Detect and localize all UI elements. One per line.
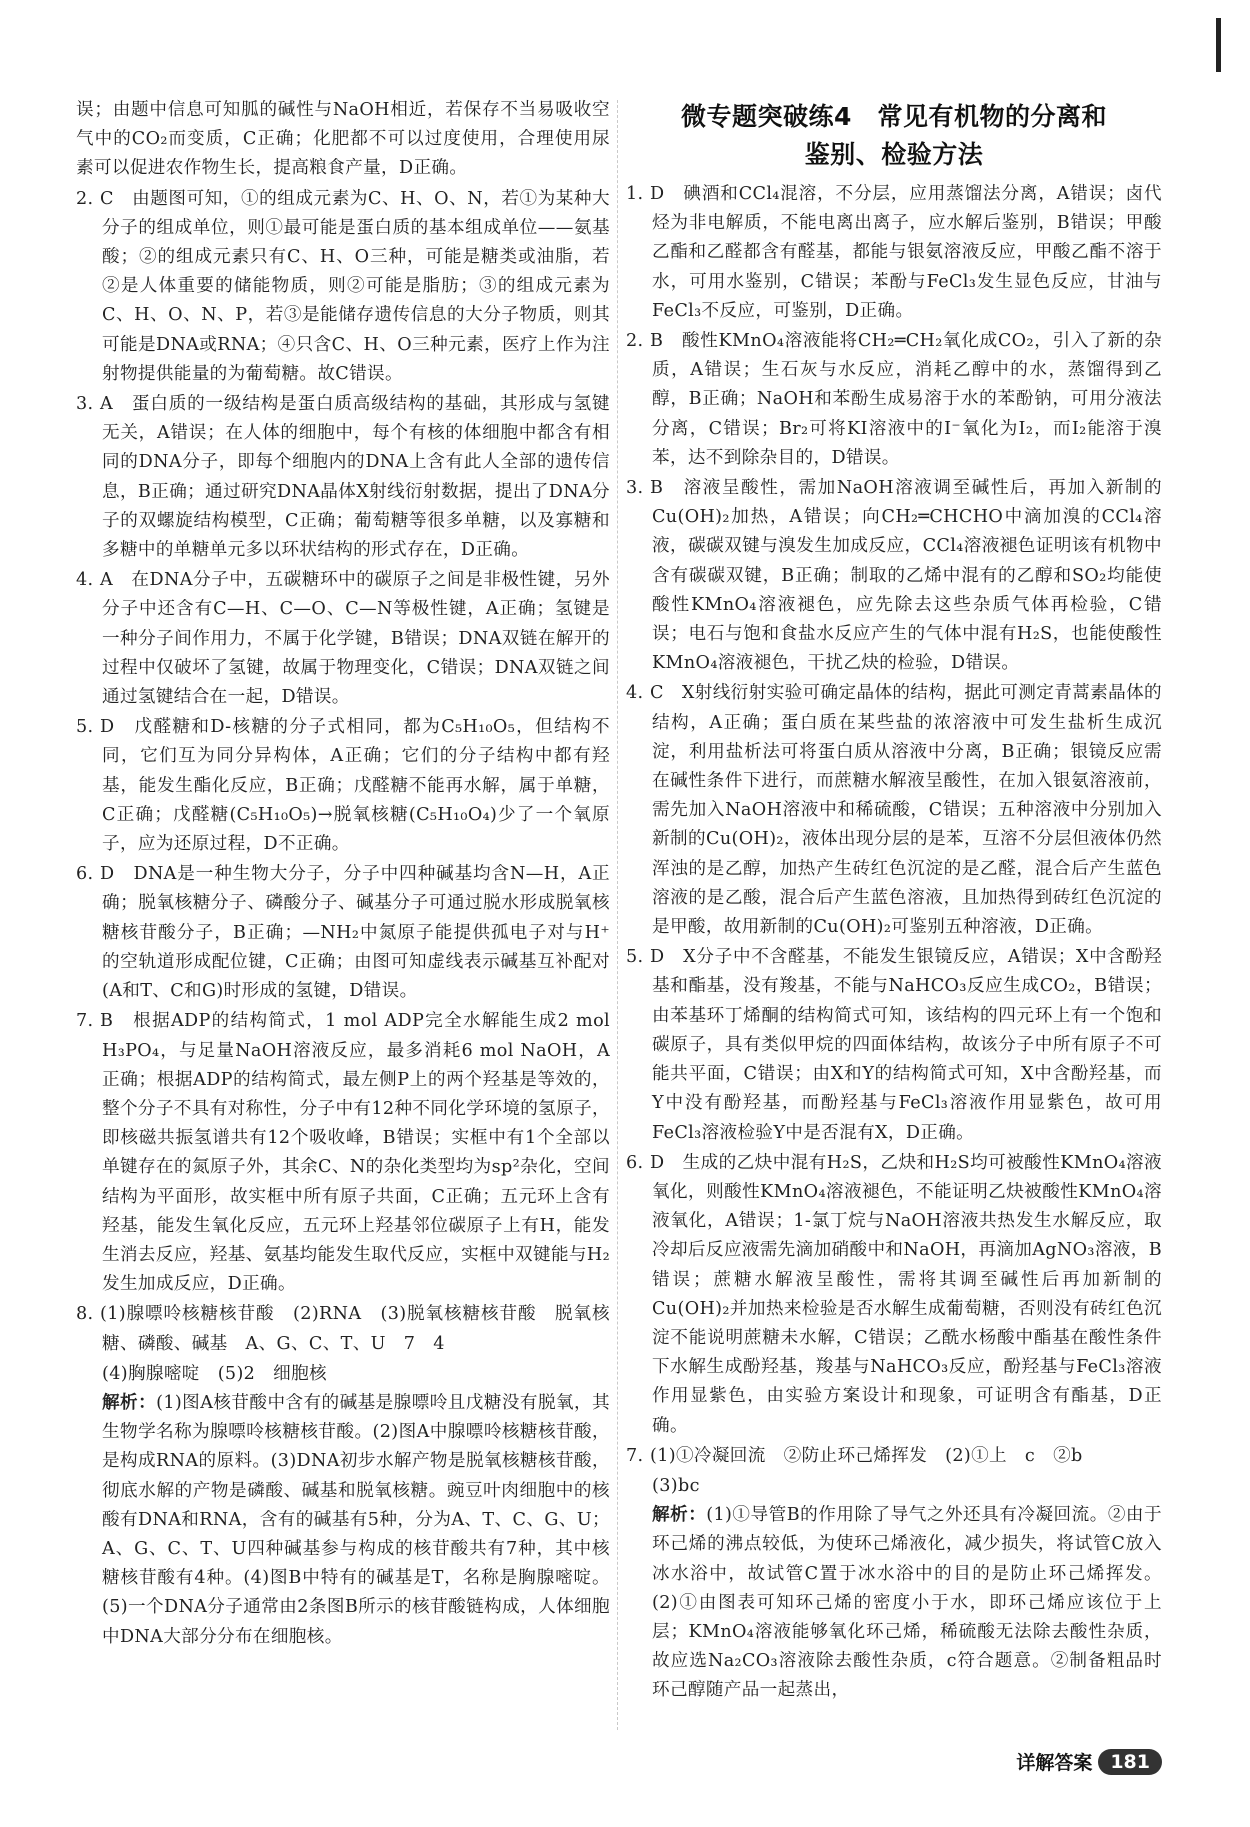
- answer-text: D X分子中不含醛基，不能发生银镜反应，A错误；X中含酚羟基和酯基，没有羧基，不能与NaHCO₃反应生成CO₂，B错误；由苯基环丁烯酮的结构简式可知，该结构的四元环上有一个饱和碳原子，具有类似甲烷的四面体结构，故该分子中所有原子不可能共平面，C错误；由X和Y的结构简式可知，X中含酚羟基，而Y中没有酚羟基，而酚羟基与FeCl₃溶液作用显紫色，故可用FeCl₃溶液检验Y中是否混有X，D正确。: [650, 947, 1162, 1143]
- answer-text: B 酸性KMnO₄溶液能将CH₂═CH₂氧化成CO₂，引入了新的杂质，A错误；生石灰与水反应，消耗乙醇中的水，蒸馏得到乙醇，B正确；NaOH和苯酚生成易溶于水的苯酚钠，可用分液法分离，C错误；Br₂可将KI溶液中的I⁻氧化为I₂，而I₂能溶于溴苯，达不到除杂目的，D错误。: [650, 331, 1162, 468]
- answer-item: [76, 1300, 610, 1358]
- section-title-line-2: 鉴别、检验方法: [804, 140, 984, 169]
- answer-number: 4.: [626, 683, 644, 704]
- answer-item: [76, 713, 610, 859]
- answer-text: B 根据ADP的结构简式，1 mol ADP完全水解能生成2 mol H₃PO₄，与足量NaOH溶液反应，最多消耗6 mol NaOH，A正确；根据ADP的结构简式，最左侧P上的两个羟基是等效的，整个分子不具有对称性，分子中有12种不同化学环境的氢原子，即核磁共振氢谱共有12个吸收峰，B错误；实框中有1个全部以单键存在的氮原子外，其余C、N的杂化类型均为sp²杂化，空间结构为平面形，故实框中所有原子共面，C正确；五元环上含有羟基，能发生氧化反应，五元环上羟基邻位碳原子上有H，能发生消去反应，羟基、氨基均能发生取代反应，实框中双键能与H₂发生加成反应，D正确。: [100, 1011, 610, 1295]
- answer-number: 2.: [626, 331, 644, 352]
- continued-paragraph: 误；由题中信息可知胍的碱性与NaOH相近，若保存不当易吸收空气中的CO₂而变质，C正确；化肥都不可以过度使用，合理使用尿素可以促进农作物生长，提高粮食产量，D正确。: [76, 100, 610, 179]
- answer-item: [626, 327, 1162, 473]
- section-title-line-1: 微专题突破练4 常见有机物的分离和: [681, 102, 1107, 131]
- answer-text: C 由题图可知，①的组成元素为C、H、O、N，若①为某种大分子的组成单位，则①最可能是蛋白质的基本组成单位——氨基酸；②的组成元素只有C、H、O三种，可能是糖类或油脂，若②是人体重要的储能物质，则②可能是脂肪；③的组成元素为C、H、O、N、P，若③是能储存遗传信息的大分子物质，则其可能是DNA或RNA；④只含C、H、O三种元素，医疗上作为注射物提供能量的为葡萄糖。故C错误。: [100, 188, 610, 384]
- answer-item: [626, 180, 1162, 326]
- answer-number: 8.: [76, 1304, 94, 1325]
- answer-number: 7.: [76, 1011, 94, 1032]
- answer-text: B 溶液呈酸性，需加NaOH溶液调至碱性后，再加入新制的Cu(OH)₂加热，A错误；向CH₂═CHCHO中滴加溴的CCl₄溶液，碳碳双键与溴发生加成反应，CCl₄溶液褪色证明该有机物中含有碳碳双键，B正确；制取的乙烯中混有的乙醇和SO₂均能使酸性KMnO₄溶液褪色，应先除去这些杂质气体再检验，C错误；电石与饱和食盐水反应产生的气体中混有H₂S，也能使酸性KMnO₄溶液褪色，干扰乙炔的检验，D错误。: [650, 478, 1162, 674]
- left-column: [76, 96, 610, 1652]
- right-column: [626, 96, 1162, 1706]
- answer-text: D 生成的乙炔中混有H₂S，乙炔和H₂S均可被酸性KMnO₄溶液氧化，则酸性KMnO₄溶液褪色，不能证明乙炔被酸性KMnO₄溶液氧化，A错误；1-氯丁烷与NaOH溶液共热发生水解反应，取冷却后反应液需先滴加硝酸中和NaOH，再滴加AgNO₃溶液，B错误；蔗糖水解液呈酸性，需将其调至碱性后再加新制的Cu(OH)₂并加热来检验是否水解生成葡萄糖，否则没有砖红色沉淀不能说明蔗糖未水解，C错误；乙酰水杨酸中酯基在酸性条件下水解生成酚羟基，羧基与NaHCO₃反应，酚羟基与FeCl₃溶液作用显紫色，由实验方案设计和现象，可证明含有酯基，D正确。: [650, 1152, 1162, 1436]
- answer-number: 5.: [626, 947, 644, 968]
- answer-item: [626, 943, 1162, 1147]
- answer-item: [626, 679, 1162, 942]
- answer-text: A 蛋白质的一级结构是蛋白质高级结构的基础，其形成与氢键无关，A错误；在人体的细胞中，每个有核的体细胞中都含有相同的DNA分子，即每个细胞内的DNA上含有此人全部的遗传信息，B正确；通过研究DNA晶体X射线衍射数据，提出了DNA分子的双螺旋结构模型，C正确；葡萄糖等很多单糖，以及寡糖和多糖中的单糖单元多以环状结构的形式存在，D正确。: [100, 394, 610, 561]
- answer-continuation: [76, 1360, 610, 1389]
- analysis-label: 解析：: [102, 1392, 157, 1413]
- answer-text: A 在DNA分子中，五碳糖环中的碳原子之间是非极性键，另外分子中还含有C—H、C—O、C—N等极性键，A正确；氢键是一种分子间作用力，不属于化学键，B错误；DNA双链在解开的过程中仅破坏了氢键，故属于物理变化，C错误；DNA双链之间通过氢键结合在一起，D错误。: [100, 570, 610, 708]
- top-edge-bar: [1216, 18, 1221, 72]
- answer-text: D 戊醛糖和D-核糖的分子式相同，都为C₅H₁₀O₅，但结构不同，它们互为同分异构体，A正确；它们的分子结构中都有羟基，能发生酯化反应，B正确；戊醛糖不能再水解，属于单糖，C正确；戊醛糖(C₅H₁₀O₅)→脱氧核糖(C₅H₁₀O₄)少了一个氧原子，应为还原过程，D不正确。: [100, 717, 610, 855]
- analysis-label: 解析：: [652, 1505, 707, 1526]
- answer-text: D DNA是一种生物大分子，分子中四种碱基均含N—H，A正确；脱氧核糖分子、磷酸分子、碱基分子可通过脱水形成脱氧核糖核苷酸分子，B正确；—NH₂中氮原子能提供孤电子对与H⁺的空轨道形成配位键，C正确；由图可知虚线表示碱基互补配对(A和T、C和G)时形成的氢键，D错误。: [100, 864, 610, 1002]
- answer-number: 4.: [76, 570, 94, 591]
- answer-item: [626, 474, 1162, 678]
- answer-continuation: [626, 1472, 1162, 1501]
- answer-item: [76, 185, 610, 389]
- answer-item: [626, 1442, 1162, 1471]
- page-number: 181: [1098, 1749, 1162, 1775]
- answer-number: 1.: [626, 184, 644, 204]
- answer-number: 3.: [626, 478, 644, 499]
- answer-number: 3.: [76, 394, 94, 415]
- page-footer: [1016, 1748, 1162, 1775]
- answer-number: 2.: [76, 188, 94, 209]
- answer-number: 5.: [76, 717, 94, 738]
- analysis-paragraph: [76, 1389, 610, 1652]
- answer-number: 7.: [626, 1445, 644, 1466]
- answer-item: [76, 1007, 610, 1299]
- answer-text: (1)图A核苷酸中含有的碱基是腺嘌呤且戊糖没有脱氧，其生物学名称为腺嘌呤核糖核苷酸。(2)图A中腺嘌呤核糖核苷酸，是构成RNA的原料。(3)DNA初步水解产物是脱氧核糖核苷酸，彻底水解的产物是磷酸、碱基和脱氧核糖。豌豆叶肉细胞中的核酸有DNA和RNA，含有的碱基有5种，分为A、T、C、G、U；A、G、C、T、U四种碱基参与构成的核苷酸共有7种，其中核糖核苷酸有4种。(4)图B中特有的碱基是T，名称是胸腺嘧啶。(5)一个DNA分子通常由2条图B所示的核苷酸链构成，人体细胞中DNA大部分分布在细胞核。: [102, 1392, 610, 1647]
- answer-item: [76, 860, 610, 1006]
- answer-item: [76, 390, 610, 565]
- answer-item: [626, 1149, 1162, 1441]
- right-column-items: [626, 180, 1162, 1706]
- answer-text: (1)①导管B的作用除了导气之外还具有冷凝回流。②由于环己烯的沸点较低，为使环己烯液化，减少损失，将试管C放入冰水浴中，故试管C置于冰水浴中的目的是防止环己烯挥发。(2)①由图表可知环己烯的密度小于水，即环己烯应该位于上层；KMnO₄溶液能够氧化环己烯，稀硫酸无法除去酸性杂质，故应选Na₂CO₃溶液除去酸性杂质，c符合题意。②制备粗品时环己醇随产品一起蒸出，: [652, 1505, 1162, 1701]
- answer-number: 6.: [626, 1152, 644, 1173]
- answer-number: 6.: [76, 864, 94, 885]
- analysis-paragraph: [626, 1501, 1162, 1705]
- answer-item: [76, 566, 610, 712]
- answer-text: (4)胸腺嘧啶 (5)2 细胞核: [102, 1363, 327, 1384]
- answer-text: (1)腺嘌呤核糖核苷酸 (2)RNA (3)脱氧核糖核苷酸 脱氧核糖、磷酸、碱基 A、G、C、T、U 7 4: [100, 1304, 610, 1354]
- answer-text: (3)bc: [652, 1475, 700, 1496]
- column-divider: [617, 100, 618, 1730]
- answer-text: C X射线衍射实验可确定晶体的结构，据此可测定青蒿素晶体的结构，A正确；蛋白质在某些盐的浓溶液中可发生盐析生成沉淀，利用盐析法可将蛋白质从溶液中分离，B正确；银镜反应需在碱性条件下进行，而蔗糖水解液呈酸性，在加入银氨溶液前，需先加入NaOH溶液中和稀硫酸，C错误；五种溶液中分别加入新制的Cu(OH)₂，液体出现分层的是苯，互溶不分层但液体仍然浑浊的是乙醇，加热产生砖红色沉淀的是乙醛，混合后产生蓝色溶液的是乙酸，混合后产生蓝色溶液，且加热得到砖红色沉淀的是甲酸，故用新制的Cu(OH)₂可鉴别五种溶液，D正确。: [650, 683, 1162, 938]
- footer-label: 详解答案: [1016, 1752, 1093, 1774]
- section-title: [626, 98, 1162, 174]
- answer-text: (1)①冷凝回流 ②防止环己烯挥发 (2)①上 c ②b: [650, 1445, 1083, 1466]
- answer-text: D 碘酒和CCl₄混溶，不分层，应用蒸馏法分离，A错误；卤代烃为非电解质，不能电离出离子，应水解后鉴别，B错误；甲酸乙酯和乙醛都含有醛基，都能与银氨溶液反应，甲酸乙酯不溶于水，可用水鉴别，C错误；苯酚与FeCl₃发生显色反应，甘油与FeCl₃不反应，可鉴别，D正确。: [650, 184, 1162, 321]
